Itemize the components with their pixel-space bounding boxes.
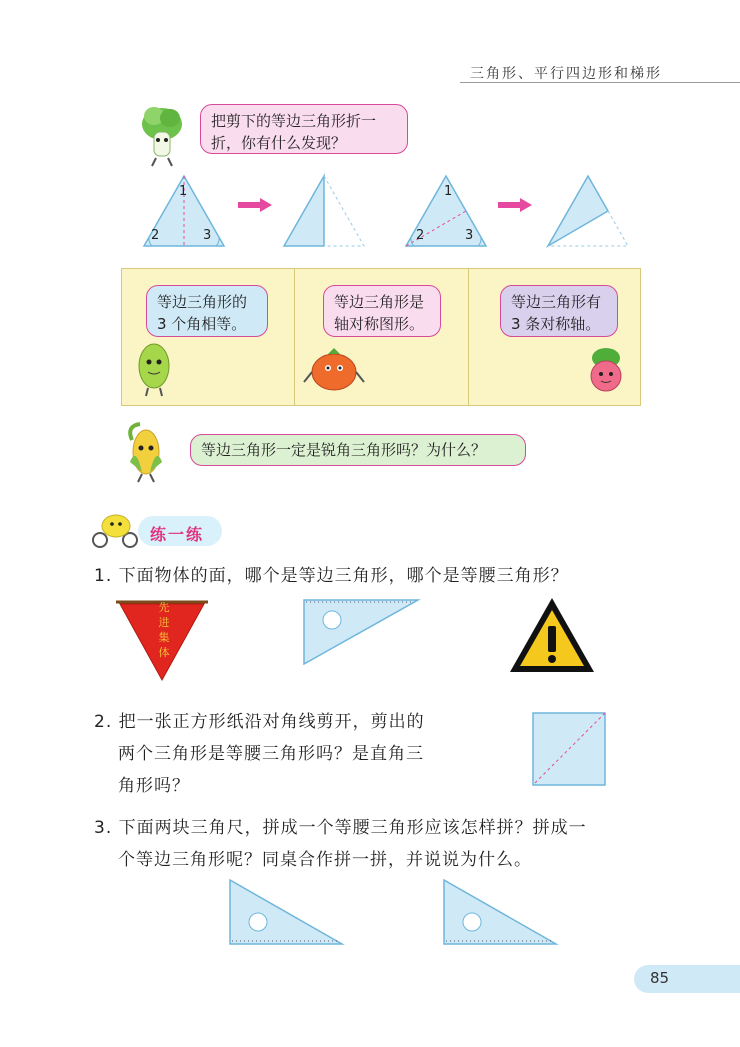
triangle-ruler-icon	[302, 598, 420, 668]
radish-character-icon	[584, 346, 628, 394]
intro-speech-bubble	[200, 104, 408, 154]
lemon-bike-icon	[90, 512, 140, 548]
exercise-1	[94, 560, 569, 592]
finding-3-line1: 等边三角形有	[511, 293, 602, 311]
exercise-3-line2: 个等边三角形呢？同桌合作拼一拼，并说说为什么。	[118, 850, 532, 870]
angle-label-2: 2	[151, 228, 160, 243]
exercise-3-number: 3.	[94, 818, 113, 838]
folded-triangle-half	[282, 174, 366, 248]
finding-3-line2: 3 条对称轴。	[511, 315, 601, 333]
exercise-2-line2: 两个三角形是等腰三角形吗？是直角三	[118, 744, 424, 764]
question-speech-bubble	[190, 434, 526, 466]
exercise-1-number: 1.	[94, 566, 113, 586]
triangle-ruler-right-icon	[442, 878, 558, 946]
panel-divider	[294, 269, 295, 405]
arrow-right-icon	[498, 198, 532, 212]
finding-1-line2: 3 个角相等。	[157, 315, 247, 333]
exercise-2	[94, 706, 425, 802]
finding-bubble-symmetry	[323, 285, 441, 337]
finding-1-line1: 等边三角形的	[157, 293, 248, 311]
pennant-char: 进	[158, 616, 170, 629]
folded-triangle-diagonal	[546, 174, 632, 248]
header-divider	[460, 82, 740, 83]
pennant-text	[157, 600, 171, 660]
pennant-char: 集	[158, 631, 170, 644]
warning-sign-icon	[508, 596, 596, 676]
chapter-title: 三角形、平行四边形和梯形	[470, 66, 662, 82]
angle-label-b2: 2	[416, 228, 425, 243]
practice-label: 练一练	[150, 525, 205, 544]
finding-2-line1: 等边三角形是	[334, 293, 425, 311]
bean-character-icon	[134, 340, 176, 398]
angle-label-b3: 3	[465, 228, 474, 243]
angle-label-3: 3	[203, 228, 212, 243]
exercise-3	[94, 812, 587, 876]
intro-bubble-line2: 折，你有什么发现？	[211, 134, 347, 152]
intro-bubble-line1: 把剪下的等边三角形折一	[211, 112, 377, 130]
panel-divider	[468, 269, 469, 405]
cabbage-character-icon	[132, 102, 196, 168]
exercise-1-line1: 下面物体的面，哪个是等边三角形，哪个是等腰三角形？	[118, 566, 569, 586]
pennant-char: 先	[158, 601, 170, 614]
finding-bubble-axes	[500, 285, 618, 337]
arrow-right-icon	[238, 198, 272, 212]
exercise-2-line1: 把一张正方形纸沿对角线剪开，剪出的	[118, 712, 425, 732]
triangle-ruler-left-icon	[228, 878, 344, 946]
square-paper-diagonal	[532, 712, 606, 786]
angle-label-1: 1	[179, 184, 188, 199]
tomato-character-icon	[302, 346, 368, 394]
finding-2-line2: 轴对称图形。	[334, 315, 425, 333]
exercise-2-line3: 角形吗？	[118, 776, 190, 796]
finding-bubble-angles	[146, 285, 268, 337]
corn-character-icon	[122, 422, 172, 484]
exercise-2-number: 2.	[94, 712, 113, 732]
angle-label-b1: 1	[444, 184, 453, 199]
exercise-3-line1: 下面两块三角尺，拼成一个等腰三角形应该怎样拼？拼成一	[118, 818, 587, 838]
pennant-char: 体	[158, 646, 170, 659]
page-number: 85	[650, 969, 670, 987]
question-bubble-text: 等边三角形一定是锐角三角形吗？为什么？	[201, 441, 487, 459]
